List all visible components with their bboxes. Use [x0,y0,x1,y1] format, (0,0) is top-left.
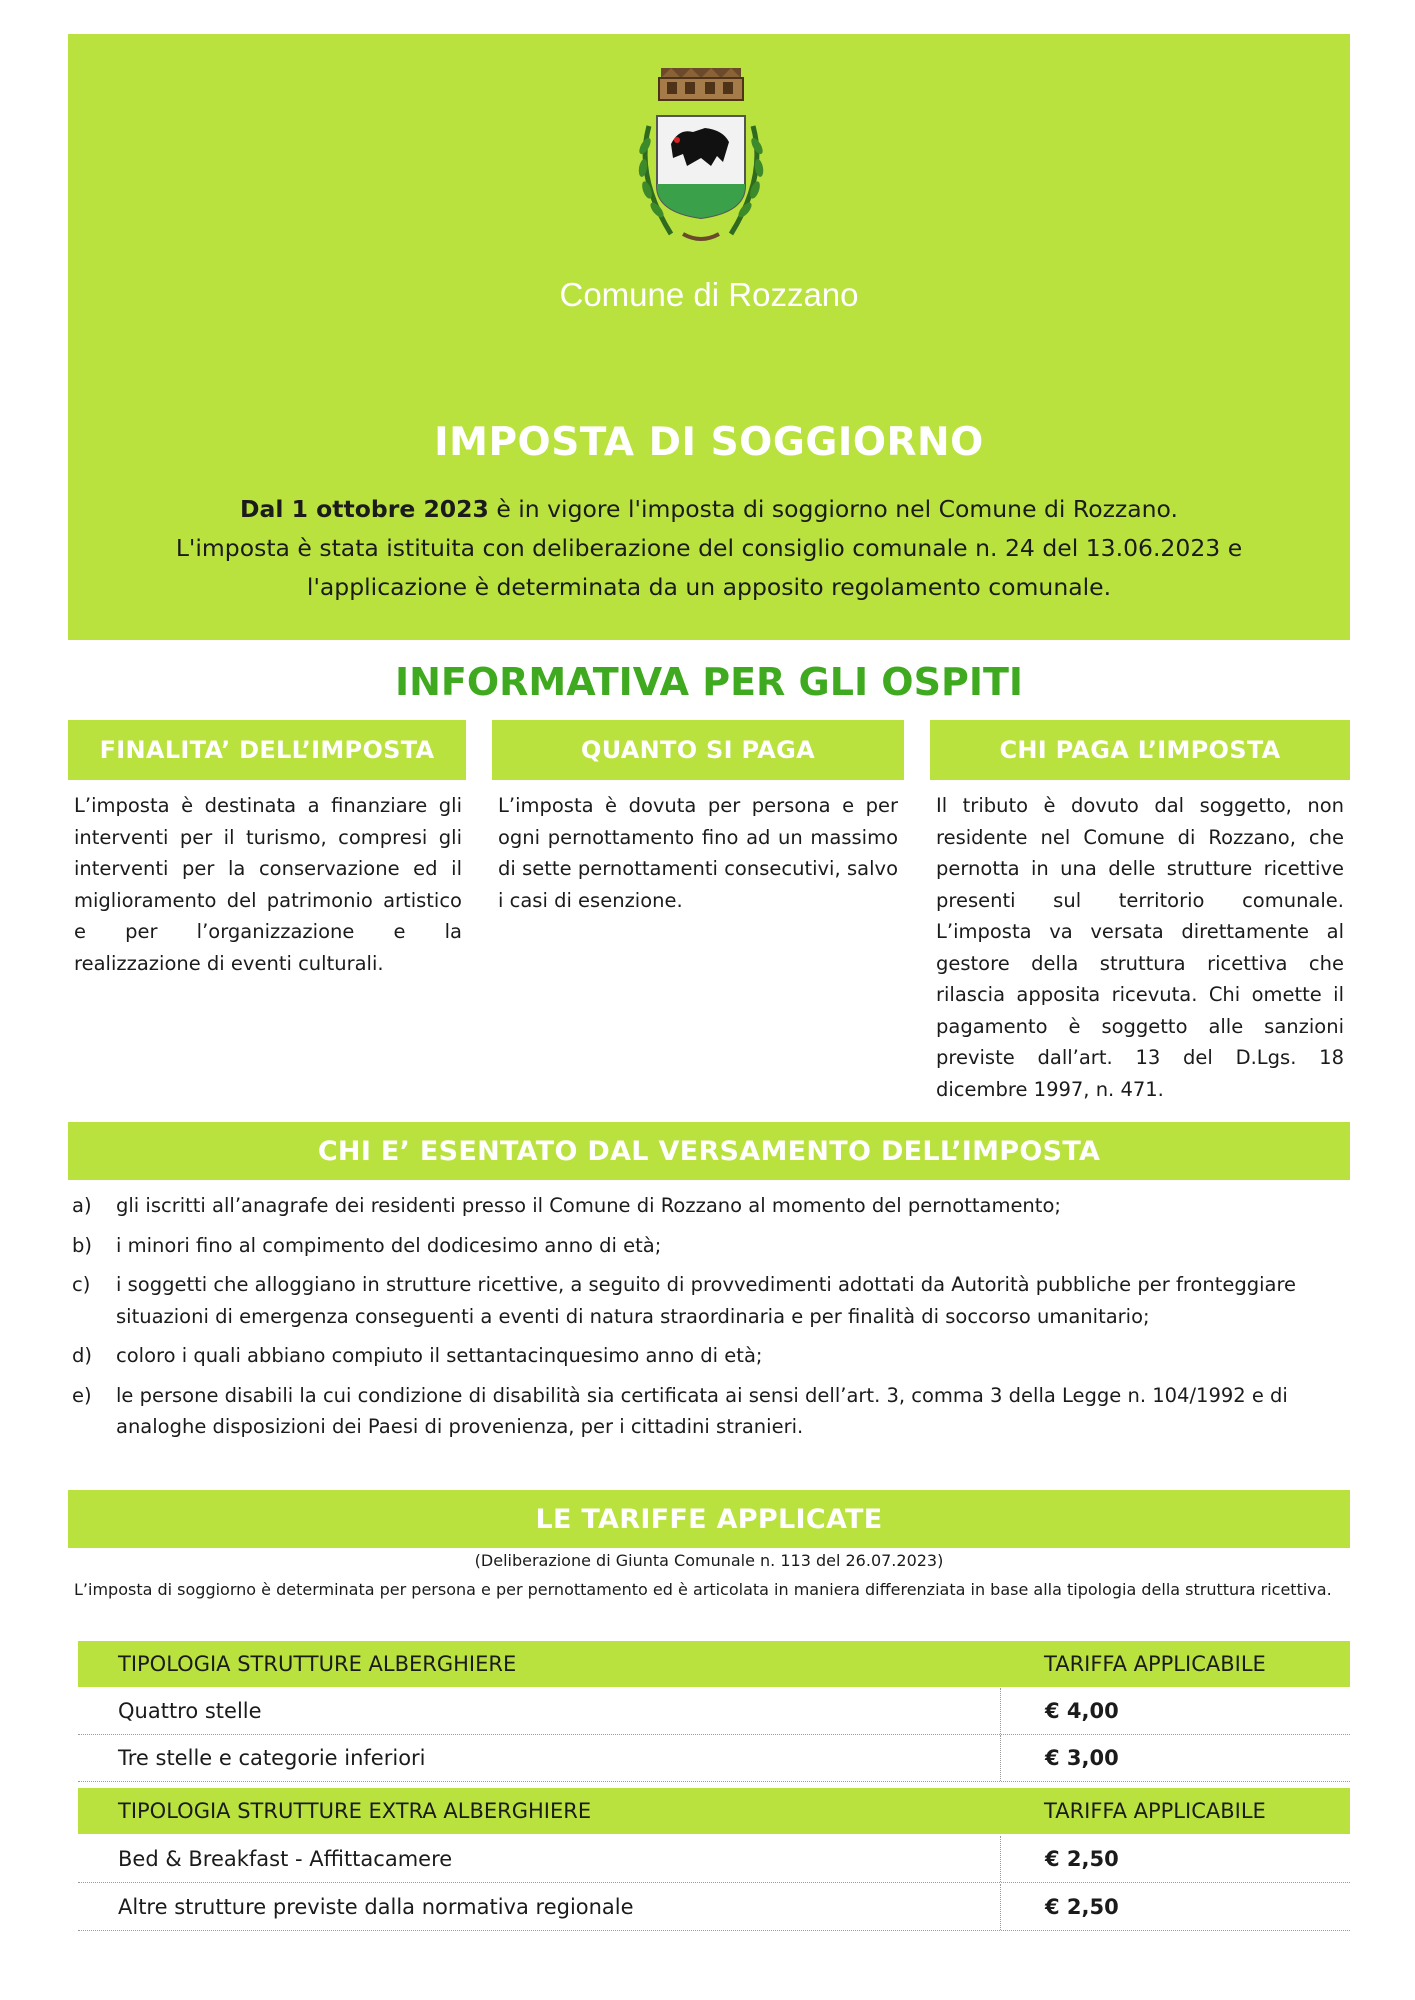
row-price: € 4,00 [1000,1688,1350,1734]
informativa-heading: INFORMATIVA PER GLI OSPITI [394,660,1024,704]
list-letter: a) [72,1194,92,1217]
header-tariffa: TARIFFA APPLICABILE [1044,1652,1266,1676]
table-row [78,1884,1350,1931]
list-text: gli iscritti all’anagrafe dei residenti presso il Comune di Rozzano al momento del pernottamento; [116,1194,1061,1217]
col-text-quanto: L’imposta è dovuta per persona e per ogni pernottamento fino ad un massimo di sette pernottamenti consecutivi, salvo i casi di esenzione. [498,794,898,912]
list-text: i minori fino al compimento del dodicesimo anno di età; [116,1233,662,1257]
intro-line3: l'applicazione è determinata da un apposito regolamento comunale. [306,573,1112,601]
header-tariffa: TARIFFA APPLICABILE [1044,1799,1266,1823]
row-price: € 2,50 [1000,1884,1350,1930]
col-header-finalita: FINALITA’ DELL’IMPOSTA [68,720,466,780]
comune-name: Comune di Rozzano [559,276,859,313]
col-header-quanto: QUANTO SI PAGA [492,720,904,780]
esenzioni-list [72,1190,1344,1451]
row-name: Bed & Breakfast - Affittacamere [118,1847,453,1871]
table-header-extra [78,1788,1350,1834]
col-text-chi-paga: Il tributo è dovuto dal soggetto, non residente nel Comune di Rozzano, che pernotta in una delle strutture ricettive presenti sul territorio comunale. L’imposta va versata direttamente al gestore della struttura ricettiva che rilascia apposita ricevuta. Chi omette il pagamento è soggetto alle sanzioni previste dall’art. 13 del D.Lgs. 18 dicembre 1997, n. 471. [936,794,1344,1101]
intro-date: Dal 1 ottobre 2023 [240,495,489,523]
row-name: Tre stelle e categorie inferiori [118,1746,426,1770]
tariffe-delibera: (Deliberazione di Giunta Comunale n. 113 del 26.07.2023) [474,1551,944,1570]
esenzioni-heading: CHI E’ ESENTATO DAL VERSAMENTO DELL’IMPOSTA [68,1122,1350,1180]
list-item [72,1380,1344,1443]
list-item [72,1230,1344,1262]
col-text-finalita: L’imposta è destinata a finanziare gli interventi per il turismo, compresi gli interventi per la conservazione ed il miglioramento del patrimonio artistico e per l’organizzazione e la realizzazione di eventi culturali. [74,794,462,975]
row-price: € 3,00 [1000,1735,1350,1781]
list-text: i soggetti che alloggiano in strutture ricettive, a seguito di provvedimenti adottati da Autorità pubbliche per fronteggiare situazioni di emergenza conseguenti a eventi di natura straordinaria e per finalità di soccorso umanitario; [116,1273,1297,1328]
intro-line1: è in vigore l'imposta di soggiorno nel Comune di Rozzano. [488,495,1178,523]
list-letter: e) [72,1383,92,1407]
intro-line2: L'imposta è stata istituita con deliberazione del consiglio comunale n. 24 del 13.06.2023 e [175,534,1243,562]
list-text: coloro i quali abbiano compiuto il settantacinquesimo anno di età; [116,1344,763,1367]
header-tipologia: TIPOLOGIA STRUTTURE EXTRA ALBERGHIERE [118,1799,592,1823]
table-header-alberghiere [78,1641,1350,1687]
table-row [78,1735,1350,1782]
tariffe-note: L’imposta di soggiorno è determinata per persona e per pernottamento ed è articolata in maniera differenziata in base alla tipologia della struttura ricettiva. [74,1580,1332,1599]
table-row [78,1688,1350,1735]
list-item [72,1340,1344,1372]
list-item [72,1190,1344,1222]
list-letter: d) [72,1344,92,1367]
tariffe-heading: LE TARIFFE APPLICATE [68,1490,1350,1548]
header-tipologia: TIPOLOGIA STRUTTURE ALBERGHIERE [118,1652,517,1676]
intro-text [100,490,1318,607]
list-letter: b) [72,1233,92,1257]
list-text: le persone disabili la cui condizione di disabilità sia certificata ai sensi dell’art. 3, comma 3 della Legge n. 104/1992 e di analoghe disposizioni dei Paesi di provenienza, per i cittadini stranieri. [116,1383,1288,1438]
page-title: IMPOSTA DI SOGGIORNO [434,420,984,465]
list-letter: c) [72,1273,91,1296]
row-price: € 2,50 [1000,1836,1350,1882]
row-name: Altre strutture previste dalla normativa regionale [118,1895,634,1919]
col-header-chi-paga: CHI PAGA L’IMPOSTA [930,720,1350,780]
table-row [78,1836,1350,1883]
row-name: Quattro stelle [118,1699,262,1723]
crest-icon [631,66,771,251]
list-item [72,1269,1344,1332]
